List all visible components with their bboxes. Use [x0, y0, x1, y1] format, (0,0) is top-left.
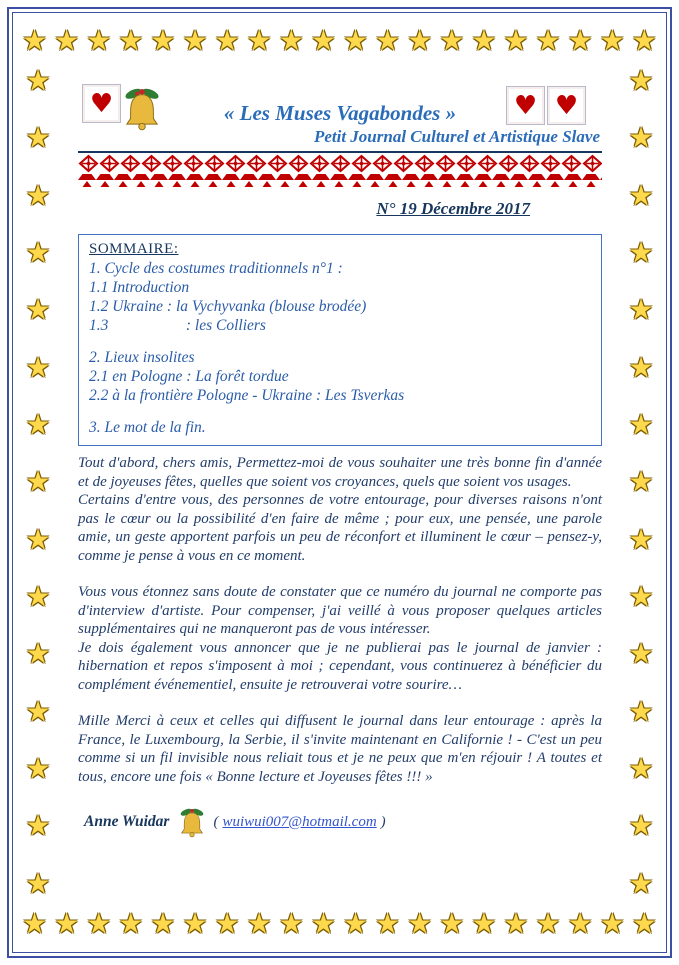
heart-icon: ♥: [554, 90, 579, 121]
embroidered-heart-image: [506, 86, 545, 125]
divider-line: [78, 151, 602, 153]
star-icon: ★: [214, 24, 240, 57]
star-icon: ★: [310, 24, 336, 57]
body-paragraph: Certains d'entre vous, des personnes de votre entourage, pour diverses raisons n'ont pas le cœur ou la possibilité d'en faire de même ; pour eux, une pensée, une parole amie, un geste apportent parfois un peu de réconfort et illuminent le cœur – pensez-y, comme je pense à vous en ce moment.: [78, 492, 602, 564]
star-icon: ★: [25, 465, 51, 499]
toc-item: 2. Lieux insolites: [89, 349, 195, 366]
star-icon: ★: [25, 408, 51, 442]
embroidered-heart-image: [82, 84, 121, 123]
star-icon: ★: [628, 637, 654, 671]
star-icon: ★: [25, 752, 51, 786]
star-icon: ★: [25, 178, 51, 212]
star-icon: ★: [375, 907, 401, 940]
toc-item: 2.1 en Pologne : La forêt tordue: [89, 368, 289, 385]
star-icon: ★: [628, 236, 654, 270]
star-icon: ★: [246, 24, 272, 57]
stars-right-column: [625, 66, 657, 899]
email-paren-close: ): [380, 813, 386, 830]
toc-spacer: [89, 335, 591, 348]
star-icon: ★: [628, 178, 654, 212]
star-icon: ★: [628, 408, 654, 442]
toc-item: 3. Le mot de la fin.: [89, 419, 206, 436]
star-icon: ★: [25, 637, 51, 671]
stars-bottom-row: [22, 909, 657, 939]
stars-top-row: [22, 26, 657, 56]
star-icon: ★: [278, 24, 304, 57]
newsletter-title: « Les Muses Vagabondes »: [223, 101, 457, 125]
author-name: Anne Wuidar: [84, 813, 170, 830]
star-icon: ★: [25, 350, 51, 384]
star-icon: ★: [118, 907, 144, 940]
star-icon: ★: [25, 293, 51, 327]
star-icon: ★: [599, 907, 625, 940]
star-icon: ★: [375, 24, 401, 57]
star-icon: ★: [407, 24, 433, 57]
body-paragraph: Vous vous étonnez sans doute de constater que ce numéro du journal ne comporte pas d'interview d'artiste. Pour compenser, j'ai veillé à vous proposer quelques articles supplémentaires qui ne manqueront pas de vous intéresser.: [78, 584, 602, 637]
email-link[interactable]: wuiwui007@hotmail.com: [222, 813, 377, 830]
star-icon: ★: [310, 907, 336, 940]
star-icon: ★: [22, 24, 48, 57]
star-icon: ★: [25, 121, 51, 155]
star-icon: ★: [214, 907, 240, 940]
stars-left-column: [22, 66, 54, 899]
issue-number: [78, 198, 602, 220]
star-icon: ★: [150, 907, 176, 940]
heart-icon: ♥: [513, 90, 538, 121]
star-icon: ★: [182, 24, 208, 57]
body-paragraph: Je dois également vous annoncer que je ne publierai pas le journal de janvier : hibernation et repos s'imposent à moi ; cependant, vous continuerez à bénéficier du complément événementiel, ensuite je retrouverai votre sourire…: [78, 639, 602, 693]
star-icon: ★: [22, 907, 48, 940]
star-icon: ★: [86, 24, 112, 57]
star-icon: ★: [182, 907, 208, 940]
email-paren-open: (: [213, 813, 219, 830]
heart-icon: ♥: [89, 88, 114, 119]
star-icon: ★: [150, 24, 176, 57]
star-icon: ★: [599, 24, 625, 57]
star-icon: ★: [342, 907, 369, 940]
toc-heading: SOMMAIRE:: [89, 241, 179, 257]
star-icon: ★: [628, 465, 654, 499]
star-icon: ★: [342, 24, 369, 57]
newsletter-subtitle: Petit Journal Culturel et Artistique Slave: [313, 127, 600, 146]
star-icon: ★: [471, 24, 497, 57]
star-icon: ★: [278, 907, 304, 940]
embroidery-band: [78, 154, 602, 188]
star-icon: ★: [25, 64, 51, 97]
header: [78, 84, 602, 220]
issue-number-text: N° 19 Décembre 2017: [376, 199, 530, 218]
toc-item: 1. Cycle des costumes traditionnels n°1 :: [89, 260, 343, 277]
bell-icon: [179, 806, 205, 838]
star-icon: ★: [567, 24, 593, 57]
star-icon: ★: [628, 694, 654, 728]
star-icon: ★: [628, 522, 654, 556]
body-paragraph: Mille Merci à ceux et celles qui diffusent le journal dans leur entourage : après la France, le Luxembourg, la Serbie, il s'invite maintenant en Californie ! - C'est un peu comme si un fil invisible nous reliait tous et je ne peux que m'en réjouir ! A toutes et tous, encore une fois « Bonne lecture et Joyeuses fêtes !!! »: [78, 713, 602, 785]
toc-item: 1.3 : les Colliers: [89, 317, 266, 334]
header-images-right: [506, 86, 586, 125]
star-icon: ★: [628, 350, 654, 384]
star-icon: ★: [246, 907, 272, 940]
star-icon: ★: [631, 24, 657, 57]
star-icon: ★: [25, 809, 51, 843]
embroidered-heart-image: [547, 86, 586, 125]
body-paragraph: Tout d'abord, chers amis, Permettez-moi de vous souhaiter une très bonne fin d'année et de joyeuses fêtes, quelles que soient vos croyances, quels que soient vos usages.: [78, 455, 602, 490]
document-content: [78, 84, 602, 838]
toc-item: 2.2 à la frontière Pologne - Ukraine : Les Tsverkas: [89, 387, 405, 404]
star-icon: ★: [54, 24, 80, 57]
star-icon: ★: [25, 236, 51, 270]
toc-item: 1.1 Introduction: [89, 279, 190, 296]
star-icon: ★: [628, 64, 654, 97]
star-icon: ★: [25, 694, 51, 728]
star-icon: ★: [628, 121, 654, 155]
star-icon: ★: [628, 809, 654, 843]
signature-row: [78, 806, 602, 838]
star-icon: ★: [535, 24, 561, 57]
toc-item: 1.2 Ukraine : la Vychyvanka (blouse brodée): [89, 298, 367, 315]
bell-icon: [123, 85, 161, 131]
toc-spacer: [89, 405, 591, 418]
star-icon: ★: [54, 907, 80, 940]
star-icon: ★: [25, 866, 51, 900]
star-icon: ★: [118, 24, 144, 57]
star-icon: ★: [503, 24, 529, 57]
star-icon: ★: [628, 580, 654, 614]
table-of-contents-box: [78, 234, 602, 446]
star-icon: ★: [471, 907, 497, 940]
star-icon: ★: [567, 907, 593, 940]
star-icon: ★: [628, 866, 654, 900]
star-icon: ★: [631, 907, 657, 940]
star-icon: ★: [439, 907, 465, 940]
star-icon: ★: [628, 293, 654, 327]
star-icon: ★: [439, 24, 465, 57]
star-icon: ★: [25, 580, 51, 614]
header-images-left: [82, 84, 161, 131]
star-icon: ★: [407, 907, 433, 940]
star-icon: ★: [25, 522, 51, 556]
star-icon: ★: [86, 907, 112, 940]
star-icon: ★: [628, 752, 654, 786]
star-icon: ★: [503, 907, 529, 940]
star-icon: ★: [535, 907, 561, 940]
